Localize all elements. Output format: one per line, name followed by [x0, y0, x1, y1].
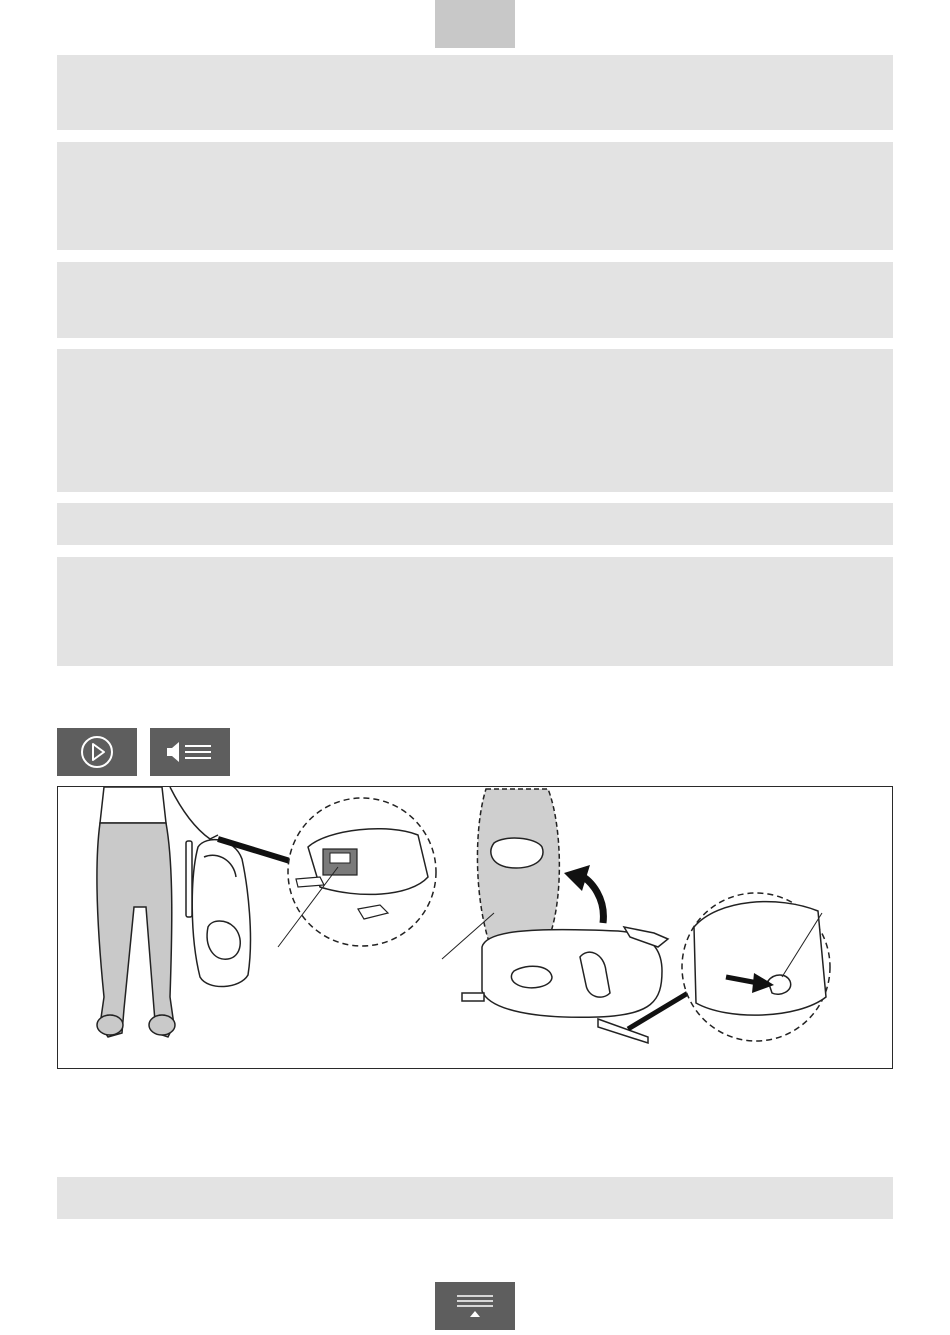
instruction-illustration: [57, 786, 893, 1069]
text-panel-7: [57, 1177, 893, 1219]
audio-instructions-button[interactable]: [150, 728, 230, 776]
play-circle-icon: [79, 734, 115, 770]
text-panel-3: [57, 262, 893, 338]
text-panel-1: [57, 55, 893, 130]
text-panel-4: [57, 349, 893, 492]
text-panel-5: [57, 503, 893, 545]
back-to-contents-button[interactable]: [435, 1282, 515, 1330]
latch-detail: [278, 798, 436, 947]
lines-up-arrow-icon: [435, 1282, 515, 1330]
page-tab: [435, 0, 515, 48]
text-panel-6: [57, 557, 893, 666]
play-video-button[interactable]: [57, 728, 137, 776]
seat-backrest-fold: [442, 789, 668, 1043]
release-handle-detail: [682, 893, 830, 1041]
text-panel-2: [57, 142, 893, 250]
speaker-menu-icon: [164, 738, 216, 766]
held-seat: [186, 840, 250, 987]
illustration-svg: [58, 787, 892, 1068]
